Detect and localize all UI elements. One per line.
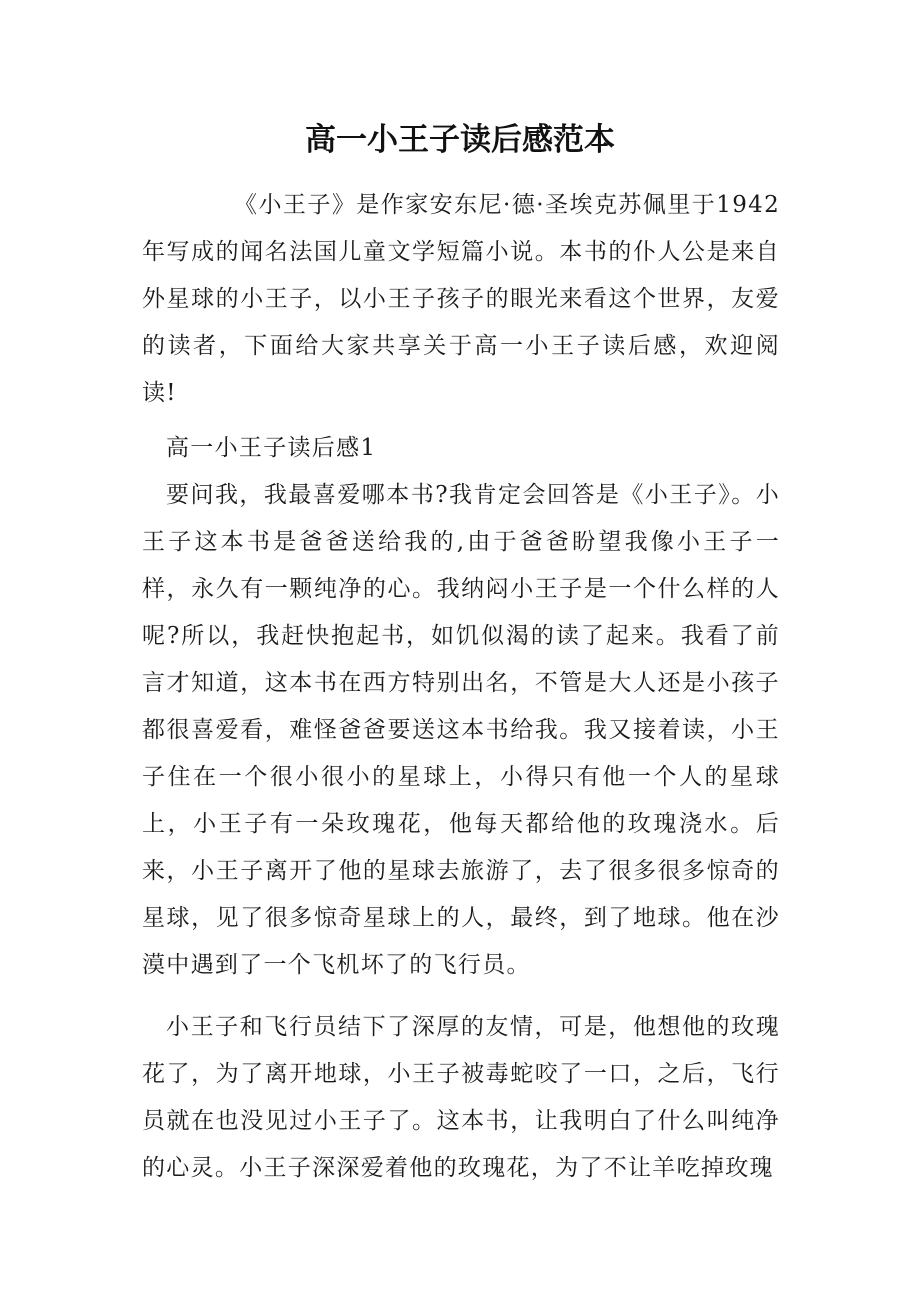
body-paragraph-2: 小王子和飞行员结下了深厚的友情，可是，他想他的玫瑰花了，为了离开地球，小王子被毒蛇咬了一口，之后，飞行员就在也没见过小王子了。这本书，让我明白了什么叫纯净的心灵。小王子深深爱着他的玫瑰花，为了不让羊吃掉玫瑰 [142, 1014, 780, 1181]
document-title: 高一小王子读后感范本 [305, 122, 615, 158]
intro-paragraph: 《小王子》是作家安东尼·德·圣埃克苏佩里于1942年写成的闻名法国儿童文学短篇小说。本书的仆人公是来自外星球的小王子，以小王子孩子的眼光来看这个世界，友爱的读者，下面给大家共享关于高一小王子读后感，欢迎阅读! [142, 192, 780, 406]
section-heading: 高一小王子读后感1 [166, 435, 377, 461]
body-paragraph-1: 要问我，我最喜爱哪本书?我肯定会回答是《小王子》。小王子这本书是爸爸送给我的,由于爸爸盼望我像小王子一样，永久有一颗纯净的心。我纳闷小王子是一个什么样的人呢?所以，我赶快抱起书，如饥似渴的读了起来。我看了前言才知道，这本书在西方特别出名，不管是大人还是小孩子都很喜爱看，难怪爸爸要送这本书给我。我又接着读，小王子住在一个很小很小的星球上，小得只有他一个人的星球上，小王子有一朵玫瑰花，他每天都给他的玫瑰浇水。后来，小王子离开了他的星球去旅游了，去了很多很多惊奇的星球，见了很多惊奇星球上的人，最终，到了地球。他在沙漠中遇到了一个飞机坏了的飞行员。 [142, 482, 780, 978]
